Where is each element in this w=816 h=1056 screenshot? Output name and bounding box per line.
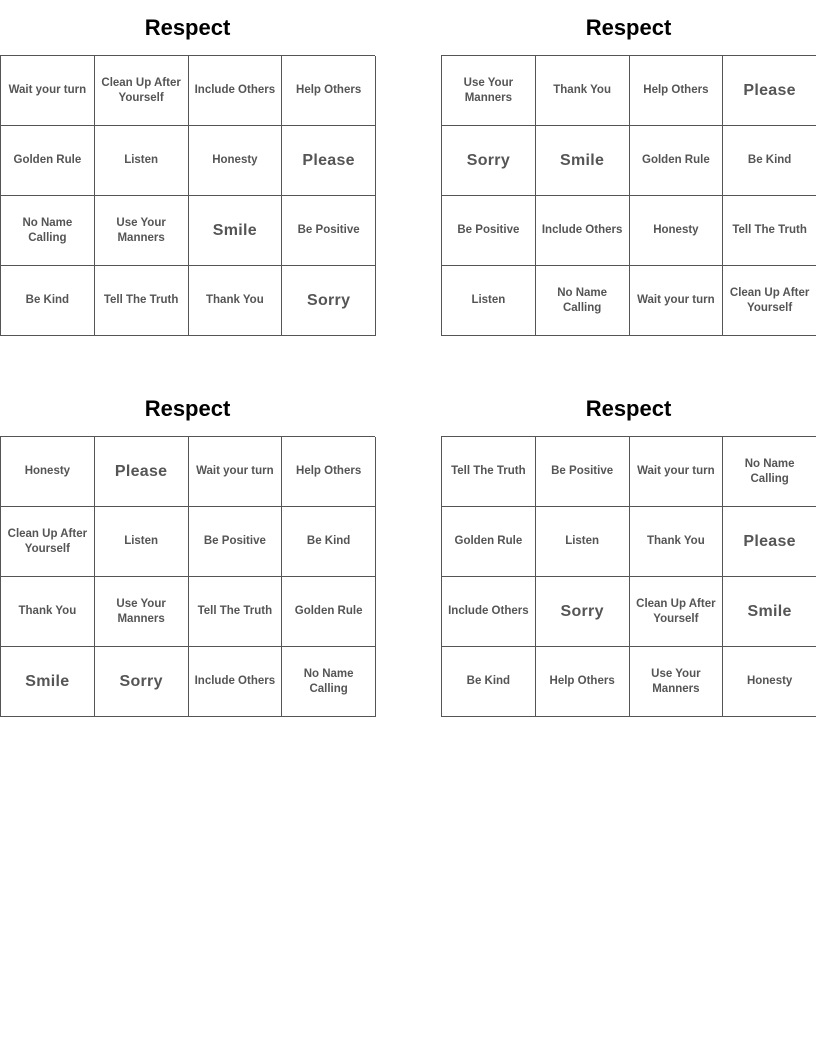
bingo-cell: Be Kind — [442, 647, 536, 717]
bingo-cell: Golden Rule — [442, 507, 536, 577]
bingo-cell: Help Others — [630, 56, 724, 126]
card-title: Respect — [585, 15, 672, 40]
bingo-cell: Smile — [536, 126, 630, 196]
bingo-cell: No Name Calling — [282, 647, 376, 717]
card-title: Respect — [144, 15, 231, 40]
bingo-cell: Clean Up After Yourself — [630, 577, 724, 647]
bingo-cell: No Name Calling — [723, 437, 816, 507]
bingo-cell: Sorry — [536, 577, 630, 647]
bingo-cell: Wait your turn — [630, 437, 724, 507]
bingo-cell: Smile — [189, 196, 283, 266]
bingo-cell: Tell The Truth — [723, 196, 816, 266]
bingo-grid — [441, 436, 816, 717]
bingo-cell: Use Your Manners — [95, 196, 189, 266]
bingo-cell: Golden Rule — [282, 577, 376, 647]
bingo-cell: Smile — [723, 577, 816, 647]
bingo-cell: Use Your Manners — [630, 647, 724, 717]
bingo-cell: Honesty — [189, 126, 283, 196]
bingo-cell: No Name Calling — [536, 266, 630, 336]
bingo-cell: Wait your turn — [1, 56, 95, 126]
bingo-cell: Sorry — [282, 266, 376, 336]
bingo-cell: Thank You — [536, 56, 630, 126]
bingo-cell: Include Others — [442, 577, 536, 647]
bingo-cell: Be Positive — [282, 196, 376, 266]
bingo-cell: Tell The Truth — [442, 437, 536, 507]
bingo-cell: Listen — [95, 126, 189, 196]
bingo-cell: No Name Calling — [1, 196, 95, 266]
card-title: Respect — [585, 396, 672, 421]
bingo-cell: Include Others — [189, 647, 283, 717]
bingo-cell: Tell The Truth — [95, 266, 189, 336]
bingo-grid — [0, 55, 375, 336]
bingo-cell: Sorry — [442, 126, 536, 196]
bingo-cell: Be Positive — [442, 196, 536, 266]
bingo-cell: Tell The Truth — [189, 577, 283, 647]
bingo-cell: Listen — [442, 266, 536, 336]
bingo-cell: Be Kind — [1, 266, 95, 336]
bingo-cell: Clean Up After Yourself — [723, 266, 816, 336]
bingo-cell: Thank You — [189, 266, 283, 336]
bingo-cell: Sorry — [95, 647, 189, 717]
bingo-cell: Golden Rule — [1, 126, 95, 196]
bingo-cell: Be Positive — [189, 507, 283, 577]
bingo-grid — [441, 55, 816, 336]
bingo-cell: Use Your Manners — [442, 56, 536, 126]
bingo-grid — [0, 436, 375, 717]
bingo-cell: Listen — [95, 507, 189, 577]
bingo-card-1 — [0, 0, 375, 336]
bingo-cell: Honesty — [630, 196, 724, 266]
bingo-cell: Be Kind — [723, 126, 816, 196]
bingo-cell: Include Others — [536, 196, 630, 266]
bingo-cell: Honesty — [1, 437, 95, 507]
bingo-card-2 — [441, 0, 816, 336]
bingo-cell: Clean Up After Yourself — [1, 507, 95, 577]
bingo-cell: Honesty — [723, 647, 816, 717]
bingo-cell: Please — [723, 507, 816, 577]
bingo-cell: Wait your turn — [630, 266, 724, 336]
bingo-cell: Please — [723, 56, 816, 126]
bingo-cell: Golden Rule — [630, 126, 724, 196]
bingo-card-3 — [0, 381, 375, 717]
bingo-cell: Smile — [1, 647, 95, 717]
card-title: Respect — [144, 396, 231, 421]
bingo-cell: Thank You — [630, 507, 724, 577]
bingo-cell: Help Others — [536, 647, 630, 717]
bingo-cell: Be Positive — [536, 437, 630, 507]
bingo-cell: Listen — [536, 507, 630, 577]
bingo-card-4 — [441, 381, 816, 717]
bingo-cell: Be Kind — [282, 507, 376, 577]
bingo-cell: Help Others — [282, 56, 376, 126]
bingo-cell: Help Others — [282, 437, 376, 507]
bingo-cell: Use Your Manners — [95, 577, 189, 647]
bingo-cell: Please — [282, 126, 376, 196]
bingo-cell: Thank You — [1, 577, 95, 647]
bingo-cell: Wait your turn — [189, 437, 283, 507]
bingo-cell: Please — [95, 437, 189, 507]
bingo-cell: Clean Up After Yourself — [95, 56, 189, 126]
bingo-cell: Include Others — [189, 56, 283, 126]
